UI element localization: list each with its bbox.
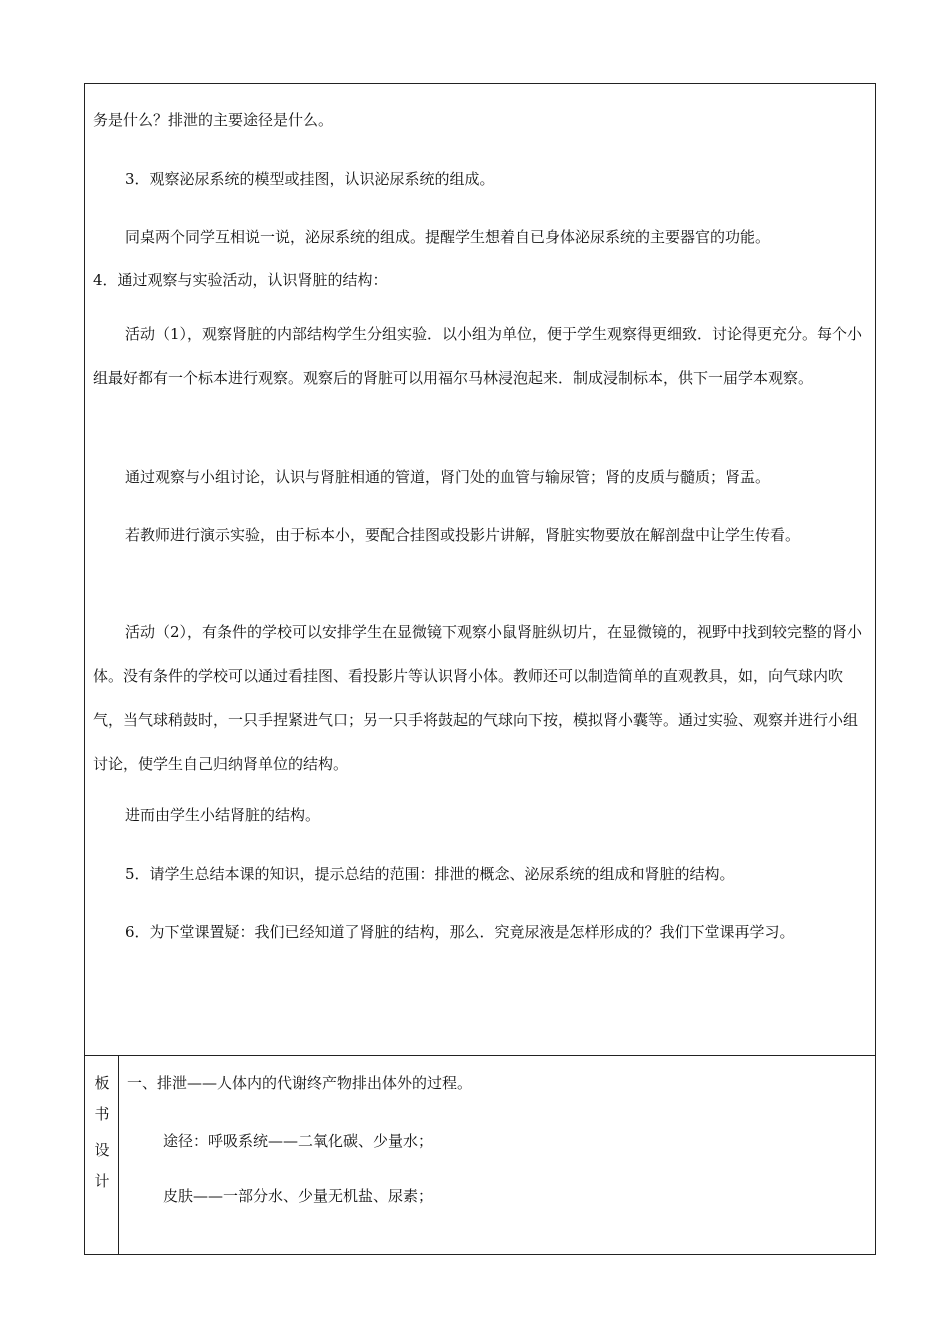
paragraph-step-6: 6．为下堂课置疑：我们已经知道了肾脏的结构，那么．究竟尿液是怎样形成的？我们下堂课再学习。 — [125, 923, 795, 941]
paragraph-activity-2: 活动（2），有条件的学校可以安排学生在显微镜下观察小鼠肾脏纵切片，在显微镜的，视野中找到较完整的肾小体。没有条件的学校可以通过看挂图、看投影片等认识肾小体。教师还可以制造简单的直观教具，如，向气球内吹气，当气球稍鼓时，一只手捏紧进气口；另一只手将鼓起的气球向下按，模拟肾小囊等。通过实验、观察并进行小组讨论，使学生自己归纳肾单位的结构。 — [93, 623, 863, 773]
paragraph-desk-mates: 同桌两个同学互相说一说，泌尿系统的组成。提醒学生想着自已身体泌尿系统的主要器官的功能。 — [125, 228, 771, 246]
label-char-3: 设 — [94, 1141, 110, 1159]
board-design-row — [85, 1056, 875, 1254]
lesson-plan-table — [84, 83, 876, 1255]
paragraph-continuation: 务是什么？排泄的主要途径是什么。 — [93, 111, 334, 129]
board-line-definition: 一、排泄——人体内的代谢终产物排出体外的过程。 — [127, 1074, 473, 1092]
label-char-4: 计 — [94, 1172, 110, 1190]
paragraph-step-3: 3．观察泌尿系统的模型或挂图，认识泌尿系统的组成。 — [125, 170, 495, 188]
paragraph-activity-1: 活动（1），观察肾脏的内部结构学生分组实验．以小组为单位，便于学生观察得更细致．讨论得更充分。每个小组最好都有一个标本进行观察。观察后的肾脏可以用福尔马林浸泡起来．制成浸制标本，供下一届学本观察。 — [93, 325, 863, 387]
label-char-2: 书 — [94, 1105, 110, 1123]
board-design-label — [85, 1056, 119, 1254]
paragraph-step-5: 5．请学生总结本课的知识，提示总结的范围：排泄的概念、泌尿系统的组成和肾脏的结构。 — [125, 865, 735, 883]
board-line-skin: 皮肤——一部分水、少量无机盐、尿素； — [163, 1187, 434, 1205]
paragraph-observation: 通过观察与小组讨论，认识与肾脏相通的管道，肾门处的血管与输尿管；肾的皮质与髓质；肾盂。 — [125, 468, 771, 486]
paragraph-step-4: 4．通过观察与实验活动，认识肾脏的结构： — [93, 271, 388, 289]
label-char-1: 板 — [94, 1074, 110, 1092]
paragraph-demonstration: 若教师进行演示实验，由于标本小，要配合挂图或投影片讲解，肾脏实物要放在解剖盘中让学生传看。 — [125, 526, 801, 544]
board-line-respiratory: 途径：呼吸系统——二氧化碳、少量水； — [163, 1132, 434, 1150]
board-design-content — [119, 1056, 875, 1254]
teaching-process-cell — [85, 84, 875, 1056]
paragraph-summary-structure: 进而由学生小结肾脏的结构。 — [125, 806, 321, 824]
